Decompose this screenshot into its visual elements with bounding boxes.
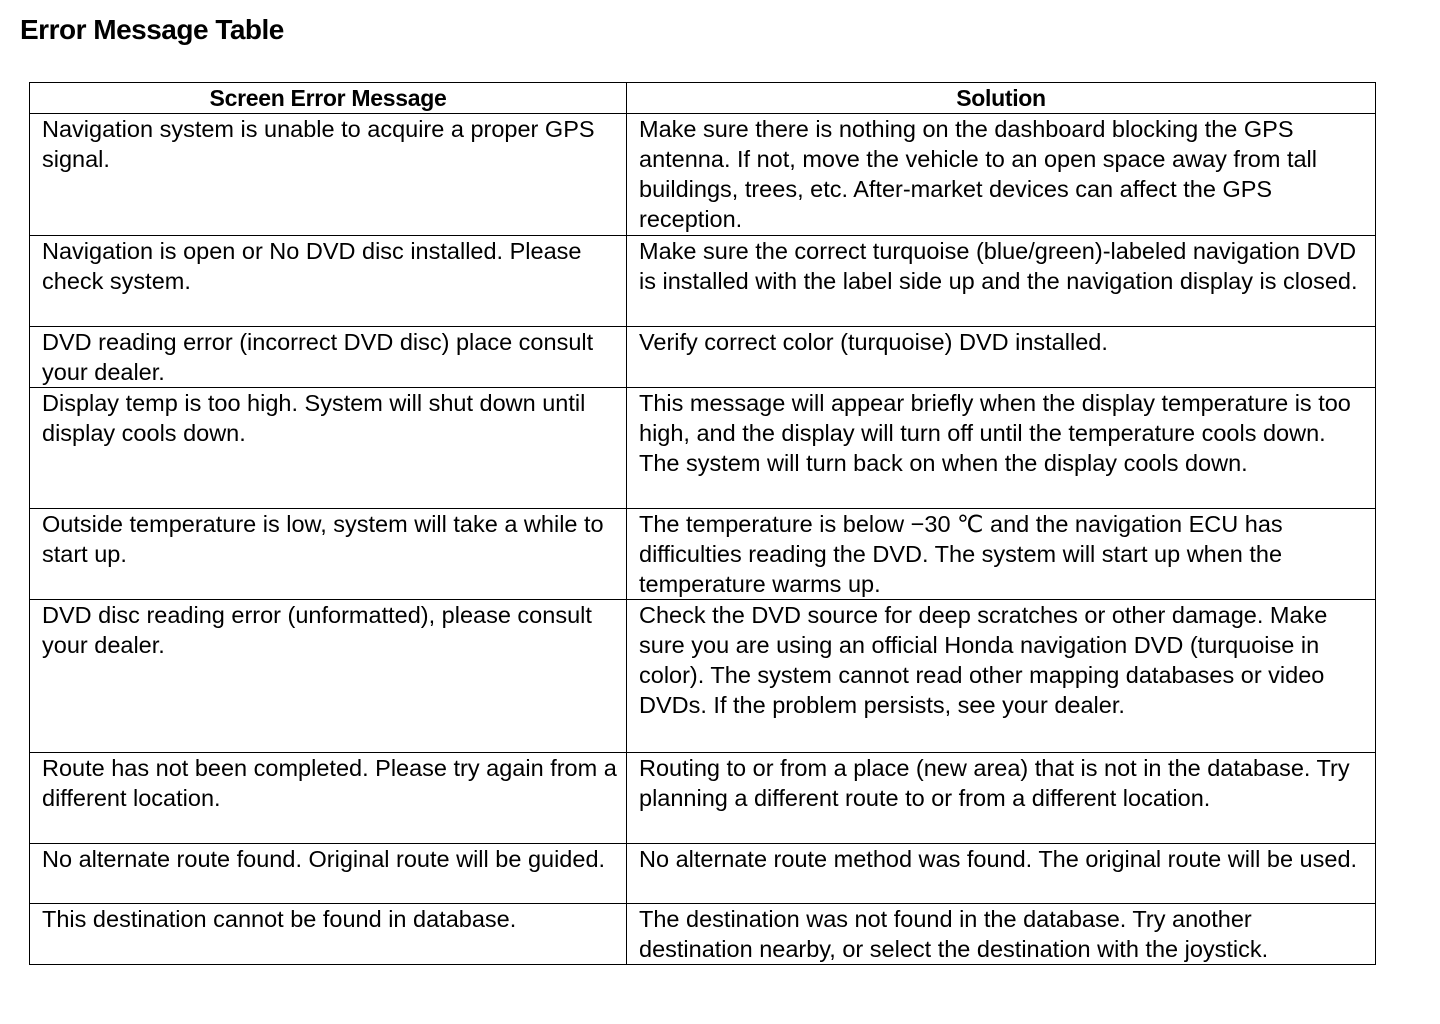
table-row <box>30 509 1376 600</box>
table-row <box>30 844 1376 904</box>
error-message-text: Outside temperature is low, system will take a while to start up. <box>42 511 604 567</box>
error-message-cell <box>30 753 627 844</box>
solution-text: Routing to or from a place (new area) that is not in the database. Try planning a different route to or from a different location. <box>639 755 1350 811</box>
solution-cell <box>627 904 1376 965</box>
solution-cell <box>627 600 1376 753</box>
column-header-solution: Solution <box>627 83 1376 114</box>
table-row <box>30 114 1376 236</box>
error-message-cell <box>30 236 627 327</box>
table-row <box>30 600 1376 753</box>
error-message-text: Display temp is too high. System will shut down until display cools down. <box>42 390 586 446</box>
error-message-text: DVD disc reading error (unformatted), please consult your dealer. <box>42 602 592 658</box>
error-message-text: No alternate route found. Original route will be guided. <box>42 846 606 872</box>
table-row <box>30 904 1376 965</box>
solution-text: Make sure the correct turquoise (blue/green)-labeled navigation DVD is installed with the label side up and the navigation display is closed. <box>639 238 1358 294</box>
solution-cell <box>627 114 1376 236</box>
solution-text: No alternate route method was found. The original route will be used. <box>639 846 1358 872</box>
error-message-text: Navigation system is unable to acquire a proper GPS signal. <box>42 116 595 172</box>
error-message-cell <box>30 327 627 388</box>
table-header-row <box>30 83 1376 114</box>
error-message-cell <box>30 509 627 600</box>
solution-cell <box>627 844 1376 904</box>
table-row <box>30 236 1376 327</box>
solution-cell <box>627 388 1376 509</box>
error-message-text: DVD reading error (incorrect DVD disc) place consult your dealer. <box>42 329 594 385</box>
solution-text: Make sure there is nothing on the dashboard blocking the GPS antenna. If not, move the vehicle to an open space away from tall buildings, trees, etc. After-market devices can affect the GPS reception. <box>639 116 1317 232</box>
error-message-cell <box>30 388 627 509</box>
solution-text: Verify correct color (turquoise) DVD installed. <box>639 329 1108 355</box>
error-message-cell <box>30 844 627 904</box>
solution-cell <box>627 509 1376 600</box>
solution-cell <box>627 327 1376 388</box>
solution-text: The destination was not found in the database. Try another destination nearby, or select the destination with the joystick. <box>639 906 1269 962</box>
table-row <box>30 753 1376 844</box>
error-message-cell <box>30 904 627 965</box>
solution-cell <box>627 753 1376 844</box>
error-message-table <box>29 82 1376 965</box>
error-message-text: This destination cannot be found in database. <box>42 906 517 932</box>
solution-text: The temperature is below −30 ℃ and the navigation ECU has difficulties reading the DVD. The system will start up when the temperature warms up. <box>639 511 1283 597</box>
error-message-cell <box>30 600 627 753</box>
page-title: Error Message Table <box>20 14 284 45</box>
error-message-text: Route has not been completed. Please try again from a different location. <box>42 755 617 811</box>
solution-text: This message will appear briefly when the display temperature is too high, and the display will turn off until the temperature cools down. The system will turn back on when the display cools down. <box>639 390 1351 476</box>
table-row <box>30 327 1376 388</box>
solution-cell <box>627 236 1376 327</box>
table-row <box>30 388 1376 509</box>
solution-text: Check the DVD source for deep scratches or other damage. Make sure you are using an official Honda navigation DVD (turquoise in color). The system cannot read other mapping databases or video DVDs. If the problem persists, see your dealer. <box>639 602 1328 718</box>
column-header-screen-error-message: Screen Error Message <box>30 83 627 114</box>
error-message-text: Navigation is open or No DVD disc installed. Please check system. <box>42 238 582 294</box>
error-message-cell <box>30 114 627 236</box>
